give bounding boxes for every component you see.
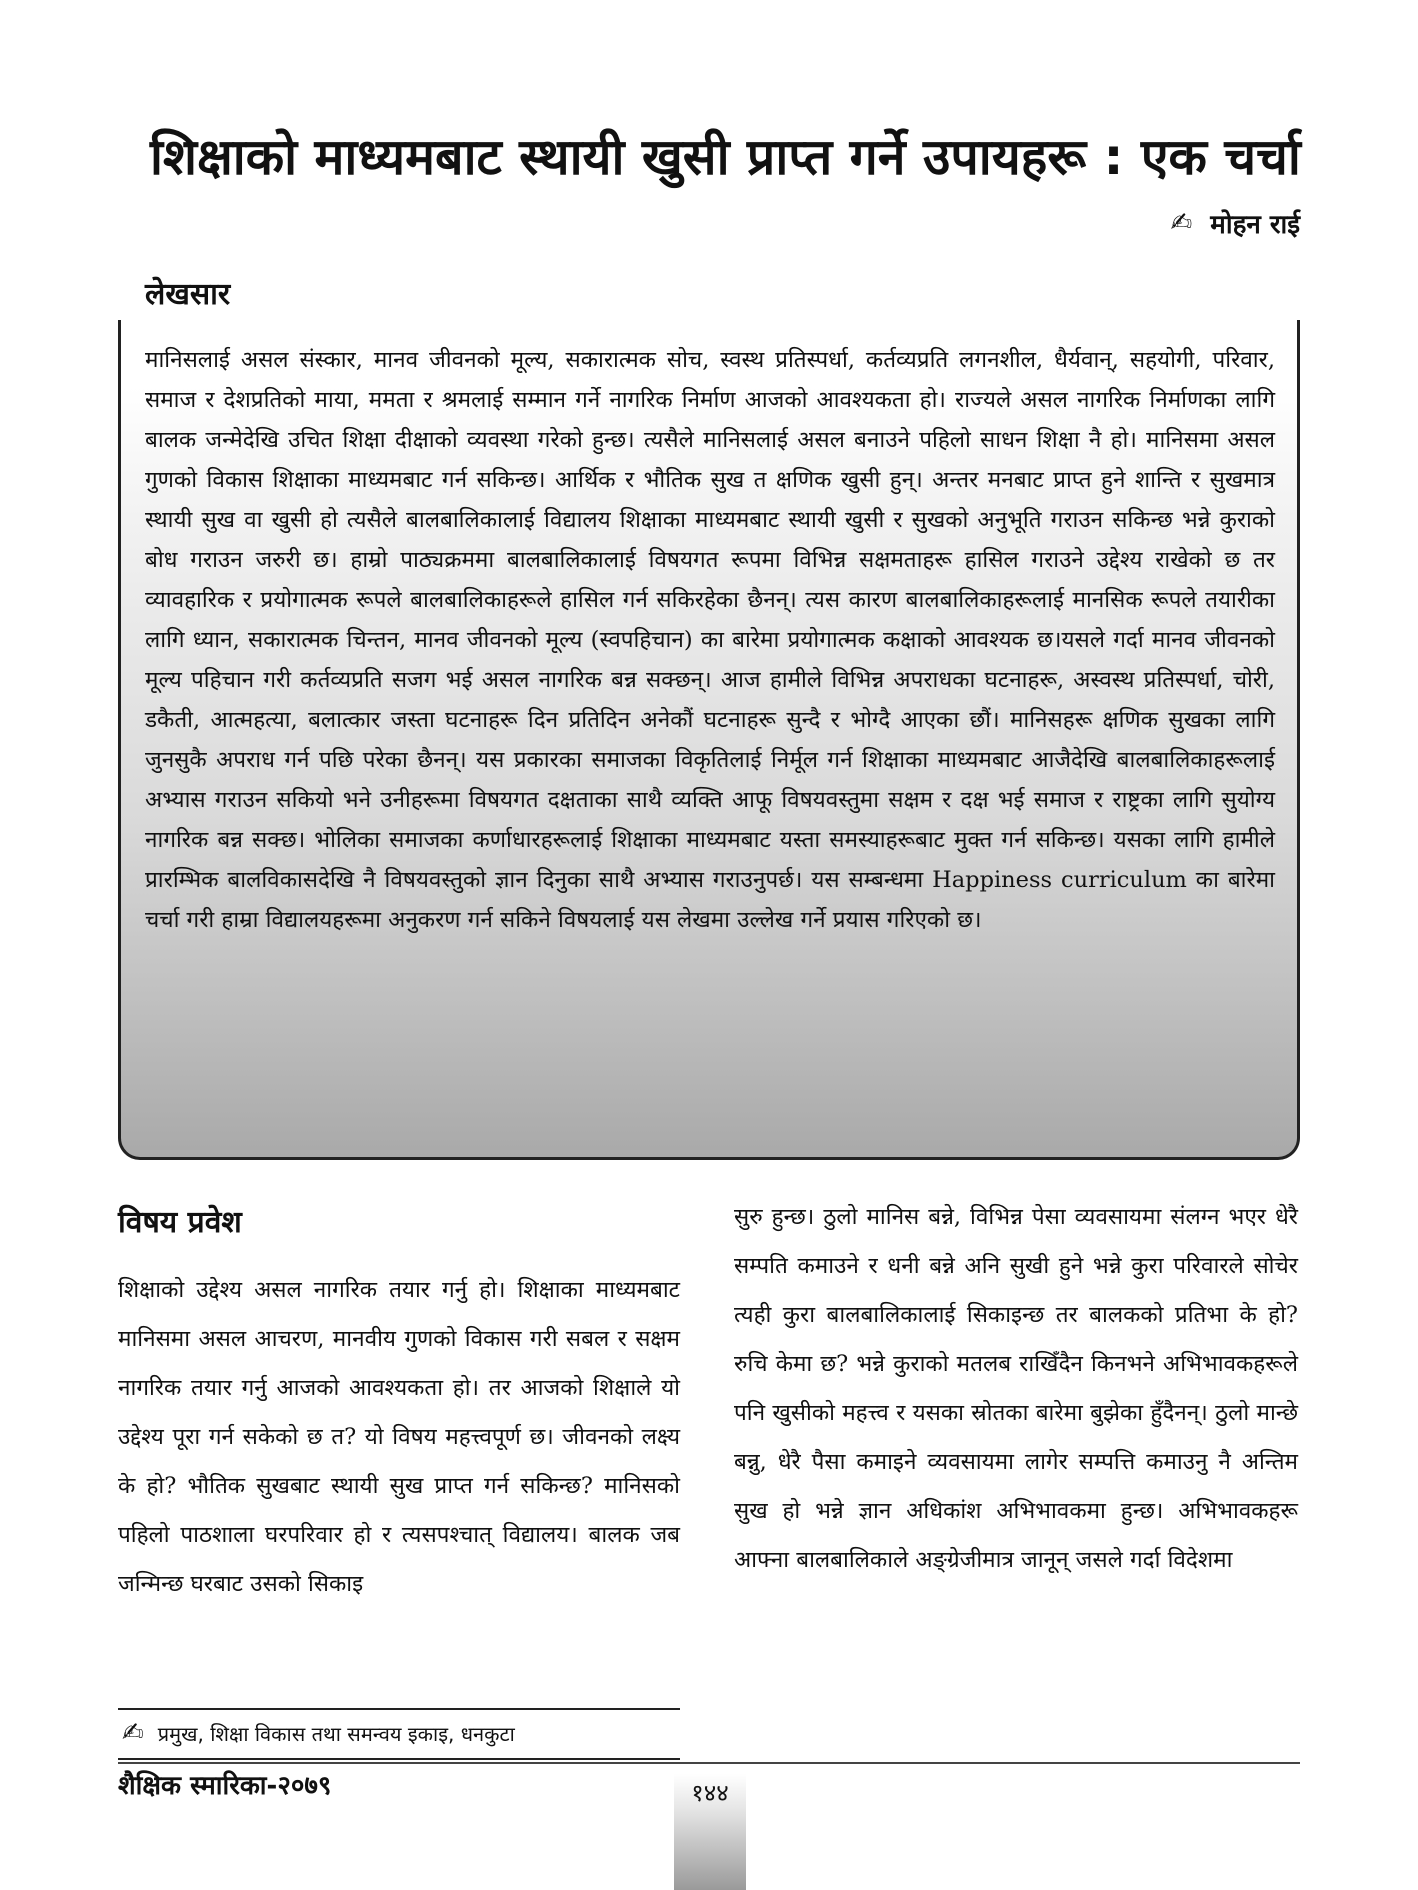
pen-icon: ✍ bbox=[122, 1718, 144, 1748]
footnote-bottom-rule bbox=[118, 1758, 680, 1760]
footer-rule bbox=[118, 1762, 1300, 1764]
abstract-text: मानिसलाई असल संस्कार, मानव जीवनको मूल्य, सकारात्मक सोच, स्वस्थ प्रतिस्पर्धा, कर्तव्यप्रति लगनशील, धैर्यवान्, सहयोगी, परिवार, समाज र देशप्रतिको माया, ममता र श्रमलाई सम्मान गर्ने नागरिक निर्माण आजको आवश्यकता हो। राज्यले असल नागरिक निर्माणका लागि बालक जन्मेदेखि उचित शिक्षा दीक्षाको व्यवस्था गरेको हुन्छ। त्यसैले मानिसलाई असल बनाउने पहिलो साधन शिक्षा नै हो। मानिसमा असल गुणको विकास शिक्षाका माध्यमबाट गर्न सकिन्छ। आर्थिक र भौतिक सुख त क्षणिक खुसी हुन्। अन्तर मनबाट प्राप्त हुने शान्ति र सुखमात्र स्थायी सुख वा खुसी हो त्यसैले बालबालिकालाई विद्यालय शिक्षाका माध्यमबाट स्थायी खुसी र सुखको अनुभूति गराउन सकिन्छ भन्ने कुराको बोध गराउन जरुरी छ। हाम्रो पाठ्यक्रममा बालबालिकालाई विषयगत रूपमा विभिन्न सक्षमताहरू हासिल गराउने उद्देश्य राखेको छ तर व्यावहारिक र प्रयोगात्मक रूपले बालबालिकाहरूले हासिल गर्न सकिरहेका छैनन्। त्यस कारण बालबालिकाहरूलाई मानसिक रूपले तयारीका लागि ध्यान, सकारात्मक चिन्तन, मानव जीवनको मूल्य (स्वपहिचान) का बारेमा प्रयोगात्मक कक्षाको आवश्यक छ।यसले गर्दा मानव जीवनको मूल्य पहिचान गरी कर्तव्यप्रति सजग भई असल नागरिक बन्न सक्छन्। आज हामीले विभिन्न अपराधका घटनाहरू, अस्वस्थ प्रतिस्पर्धा, चोरी, डकैती, आत्महत्या, बलात्कार जस्ता घटनाहरू दिन प्रतिदिन अनेकौं घटनाहरू सुन्दै र भोग्दै आएका छौं। मानिसहरू क्षणिक सुखका लागि जुनसुकै अपराध गर्न पछि परेका छैनन्। यस प्रकारका समाजका विकृतिलाई निर्मूल गर्न शिक्षाका माध्यमबाट आजैदेखि बालबालिकाहरूलाई अभ्यास गराउन सकियो भने उनीहरूमा विषयगत दक्षताका साथै व्यक्ति आफू विषयवस्तुमा सक्षम र दक्ष भई समाज र राष्ट्रका लागि सुयोग्य नागरिक बन्न सक्छ। भोलिका समाजका कर्णाधारहरूलाई शिक्षाका माध्यमबाट यस्ता समस्याहरूबाट मुक्त गर्न सकिन्छ। यसका लागि हामीले प्रारम्भिक बालविकासदेखि नै विषयवस्तुको ज्ञान दिनुका साथै अभ्यास गराउनुपर्छ। यस सम्बन्धमा Happiness curriculum का बारेमा चर्चा गरी हाम्रा विद्यालयहरूमा अनुकरण गर्न सकिने विषयलाई यस लेखमा उल्लेख गर्ने प्रयास गरिएको छ। bbox=[145, 347, 1275, 933]
right-column-text: सुरु हुन्छ। ठुलो मानिस बन्ने, विभिन्न पेसा व्यवसायमा संलग्न भएर धेरै सम्पति कमाउने र धनी बन्ने अनि सुखी हुने भन्ने कुरा परिवारले सोचेर त्यही कुरा बालबालिकालाई सिकाइन्छ तर बालकको प्रतिभा के हो? रुचि केमा छ? भन्ने कुराको मतलब राखिँदैन किनभने अभिभावकहरूले पनि खुसीको महत्त्व र यसका स्रोतका बारेमा बुझेका हुँदैनन्। ठुलो मान्छे बन्नु, धेरै पैसा कमाइने व्यवसायमा लागेर सम्पत्ति कमाउनु नै अन्तिम सुख हो भन्ने ज्ञान अधिकांश अभिभावकमा हुन्छ। अभिभावकहरू आफ्ना बालबालिकाले अङ्ग्रेजीमात्र जानून् जसले गर्दा विदेशमा bbox=[734, 1204, 1298, 1573]
article-title: शिक्षाको माध्यमबाट स्थायी खुसी प्राप्त गर्ने उपायहरू : एक चर्चा bbox=[150, 128, 1301, 186]
abstract-heading: लेखसार bbox=[145, 277, 231, 312]
author-name: मोहन राई bbox=[1210, 210, 1300, 240]
author-line bbox=[1170, 205, 1300, 241]
left-column-text: शिक्षाको उद्देश्य असल नागरिक तयार गर्नु हो। शिक्षाका माध्यमबाट मानिसमा असल आचरण, मानवीय गुणको विकास गरी सबल र सक्षम नागरिक तयार गर्नु आजको आवश्यकता हो। तर आजको शिक्षाले यो उद्देश्य पूरा गर्न सकेको छ त? यो विषय महत्त्वपूर्ण छ। जीवनको लक्ष्य के हो? भौतिक सुखबाट स्थायी सुख प्राप्त गर्न सकिन्छ? मानिसको पहिलो पाठशाला घरपरिवार हो र त्यसपश्चात् विद्यालय। बालक जब जन्मिन्छ घरबाट उसको सिकाइ bbox=[118, 1277, 680, 1597]
journal-name: शैक्षिक स्मारिका-२०७९ bbox=[118, 1771, 332, 1801]
footnote-divider bbox=[118, 1708, 680, 1710]
footnote bbox=[122, 1718, 515, 1748]
footnote-text: प्रमुख, शिक्षा विकास तथा समन्वय इकाइ, धनकुटा bbox=[157, 1721, 515, 1746]
pen-icon: ✍ bbox=[1170, 208, 1193, 238]
page-number: १४४ bbox=[691, 1779, 729, 1807]
section-heading: विषय प्रवेश bbox=[118, 1205, 242, 1240]
